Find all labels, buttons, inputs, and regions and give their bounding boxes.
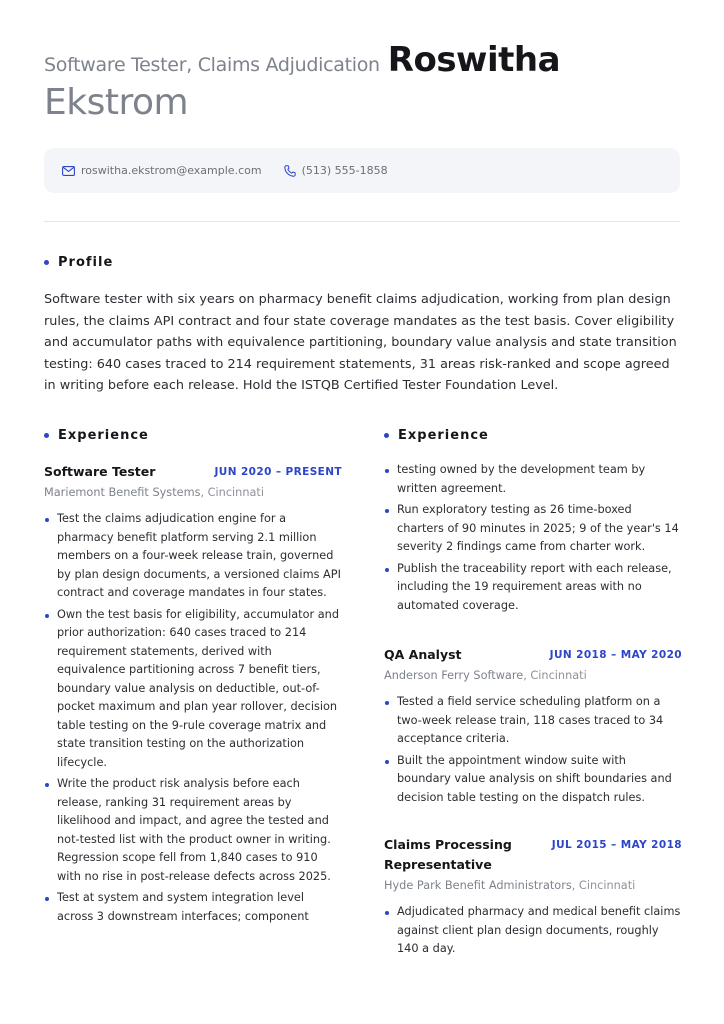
continued-bullets (384, 461, 682, 615)
company-name: Anderson Ferry Software (384, 669, 524, 682)
list-item: Write the product risk analysis before each release, ranking 31 requirement areas by likelihood and impact, and agree the tested and not-tested list with the product owner in writing. Regression scope fell from 1,840 cases to 910 with no rise in post-release defects across 2025. (44, 775, 342, 886)
resume-header (44, 40, 684, 124)
job-header (384, 835, 682, 875)
job-header (384, 645, 682, 665)
job-company (384, 668, 682, 684)
experience-column-right (384, 461, 682, 618)
job-company (44, 485, 342, 501)
list-item: Run exploratory testing as 26 time-boxed charters of 90 minutes in 2025; 9 of the year's 14 severity 2 findings came from charter work. (384, 501, 682, 557)
job-entry-qa-analyst (384, 645, 682, 810)
list-item: Tested a field service scheduling platform on a two-week release train, 118 cases traced to 34 acceptance criteria. (384, 693, 682, 749)
job-header (44, 462, 342, 482)
bullet-dot-icon (44, 260, 49, 265)
list-item: testing owned by the development team by written agreement. (384, 461, 682, 498)
profile-summary: Software tester with six years on pharmacy benefit claims adjudication, working from plan design rules, the claims API contract and four state coverage mandates as the test basis. Cover eligibility and accumulator paths with equivalence partitioning, boundary value analysis and state transition testing: 640 cases traced to 214 requirement statements, 31 areas risk-ranked and scope agreed in writing before each release. Hold the ISTQB Certified Tester Foundation Level. (44, 292, 677, 393)
list-item: Adjudicated pharmacy and medical benefit claims against client plan design documents, roughly 140 a day. (384, 903, 682, 959)
job-dates: JUN 2020 – PRESENT (214, 466, 342, 478)
contact-bar (44, 148, 680, 193)
experience-heading-right (384, 428, 489, 443)
mail-icon (62, 166, 75, 176)
list-item: Own the test basis for eligibility, accumulator and prior authorization: 640 cases traced to 214 requirement statements, derived with equivalence partitioning across 7 benefit tiers, boundary value analysis on deductible, out-of-pocket maximum and plan year rollover, decision table testing on the 9-rule coverage matrix and state transition testing on the authorization lifecycle. (44, 606, 342, 773)
header-line (44, 40, 684, 80)
list-item: Built the appointment window suite with boundary value analysis on shift boundaries and decision table testing on the dispatch rules. (384, 752, 682, 808)
bullet-dot-icon (384, 433, 389, 438)
profile-heading-text: Profile (58, 255, 114, 270)
last-name: Ekstrom (44, 82, 189, 123)
job-entry-claims-rep (384, 835, 682, 962)
profile-heading (44, 255, 113, 270)
first-name: Roswitha (387, 40, 561, 80)
experience-heading-text: Experience (58, 428, 149, 443)
job-bullets (44, 510, 342, 926)
job-entry (44, 462, 342, 926)
contact-phone[interactable] (284, 164, 388, 177)
bullet-dot-icon (44, 433, 49, 438)
job-title: QA Analyst (384, 647, 462, 662)
job-title: Software Tester (44, 464, 156, 479)
job-role: Software Tester, Claims Adjudication (44, 54, 380, 76)
company-location: , Cincinnati (571, 879, 636, 892)
company-name: Mariemont Benefit Systems (44, 486, 201, 499)
list-item: Test at system and system integration level across 3 downstream interfaces; component (44, 889, 342, 926)
experience-column-left (44, 462, 342, 929)
contact-email[interactable] (62, 164, 262, 177)
job-bullets (384, 903, 682, 959)
company-location: , Cincinnati (200, 486, 264, 499)
company-location: , Cincinnati (523, 669, 587, 682)
phone-text: (513) 555-1858 (301, 164, 388, 177)
list-item: Publish the traceability report with each release, including the 19 requirement areas with no automated coverage. (384, 560, 682, 616)
job-company (384, 878, 682, 894)
job-dates: JUL 2015 – MAY 2018 (551, 839, 682, 851)
job-dates: JUN 2018 – MAY 2020 (549, 649, 682, 661)
email-text: roswitha.ekstrom@example.com (81, 164, 262, 177)
phone-icon (284, 165, 296, 177)
company-name: Hyde Park Benefit Administrators (384, 879, 572, 892)
list-item: Test the claims adjudication engine for a pharmacy benefit platform serving 2.1 million members on a four-week release train, governed by plan design documents, a versioned claims API contract and coverage mandates in four states. (44, 510, 342, 603)
job-title: Claims Processing Representative (384, 837, 512, 872)
experience-heading-left (44, 428, 149, 443)
divider (44, 221, 680, 222)
experience-heading-text: Experience (398, 428, 489, 443)
job-bullets (384, 693, 682, 807)
